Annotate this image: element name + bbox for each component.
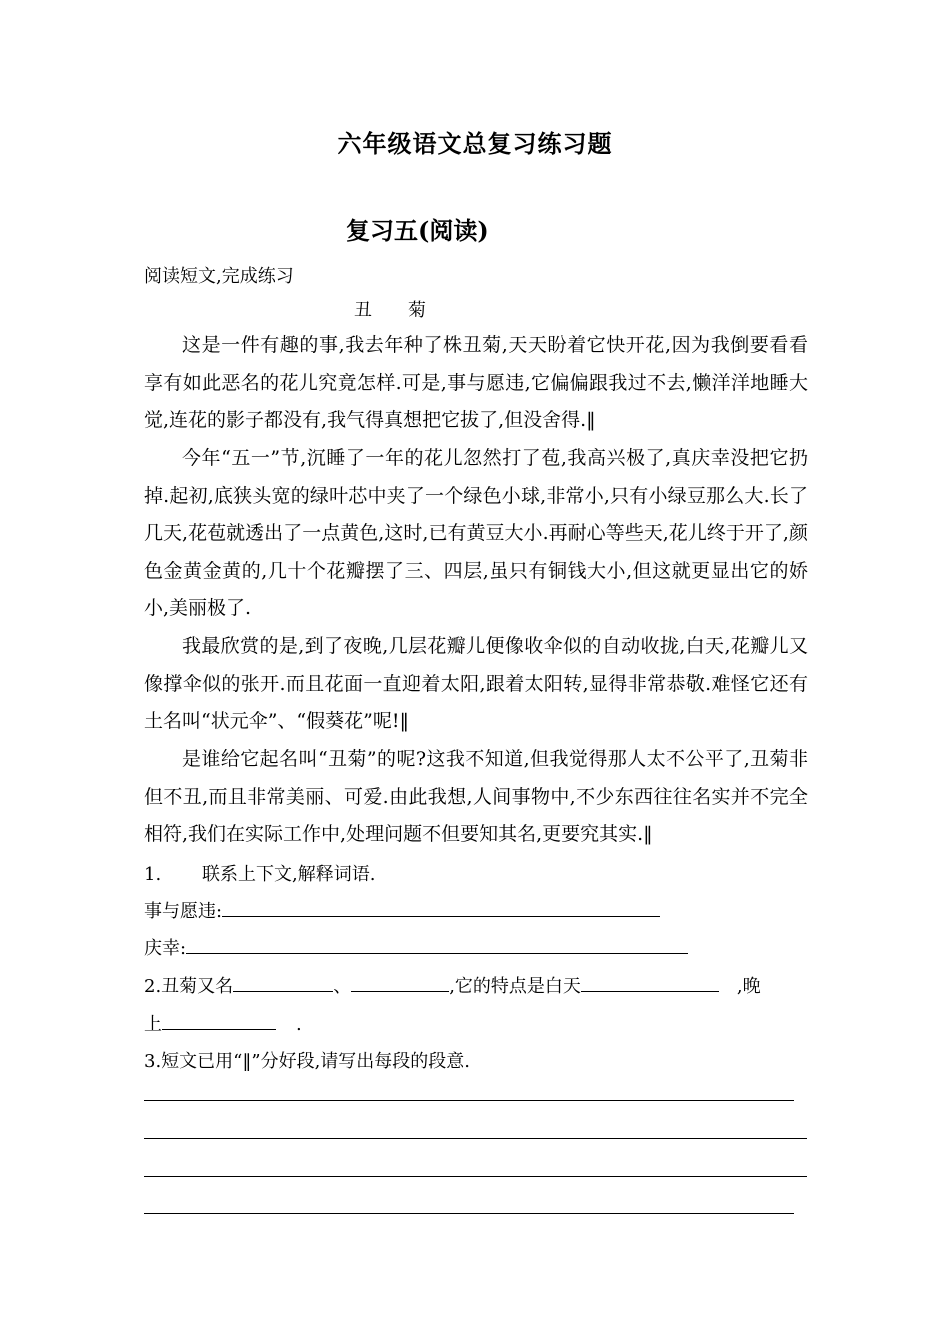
question-2-text: ,晚 [736,976,761,997]
term-label: 事与愿违: [144,901,223,922]
question-2-separator: 、 [333,976,352,997]
answer-blank[interactable] [162,1011,276,1030]
story-paragraph-1: 这是一件有趣的事,我去年种了株丑菊,天天盼着它快开花,因为我倒要看看享有如此恶名的花儿究竟怎样.可是,事与愿违,它偏偏跟我过不去,懒洋洋地睡大觉,连花的影子都没有,我气得真想把它拔了,但没舍得.‖ [144,334,808,432]
story-paragraph-4: 是谁给它起名叫“丑菊”的呢?这我不知道,但我觉得那人太不公平了,丑菊非但不丑,而且非常美丽、可爱.由此我想,人间事物中,不少东西往往名实并不完全相符,我们在实际工作中,处理问题不但要知其名,更要究其实.‖ [144,748,808,846]
answer-blank[interactable] [351,973,449,992]
question-2-text: 2.丑菊又名 [144,976,234,997]
question-1-text: 联系上下文,解释词语. [202,864,376,885]
story-paragraph-3: 我最欣赏的是,到了夜晚,几层花瓣儿便像收伞似的自动收拢,白天,花瓣儿又像撑伞似的张开.而且花面一直迎着太阳,跟着太阳转,显得非常恭敬.难怪它还有土名叫“状元伞”、“假葵花”呢!‖ [144,635,808,733]
story-paragraph-2: 今年“五一”节,沉睡了一年的花儿忽然打了苞,我高兴极了,真庆幸没把它扔掉.起初,底狭头宽的绿叶芯中夹了一个绿色小球,非常小,只有小绿豆那么大.长了几天,花苞就透出了一点黄色,这时,已有黄豆大小.再耐心等些天,花儿终于开了,颜色金黄金黄的,几十个花瓣摆了三、四层,虽只有铜钱大小,但这就更显出它的娇小,美丽极了. [144,447,808,620]
question-2-text: 上 [144,1014,162,1035]
answer-line[interactable] [144,1138,807,1139]
question-1-term-2 [144,934,688,960]
answer-blank[interactable] [233,973,333,992]
page-title: 六年级语文总复习练习题 [337,129,613,158]
story-title-char: 菊 [408,300,426,321]
answer-blank[interactable] [222,898,660,917]
answer-line[interactable] [144,1213,794,1214]
question-2-text: ,它的特点是白天 [449,976,581,997]
reading-instruction: 阅读短文,完成练习 [144,266,294,287]
question-1-number: 1. [144,864,162,885]
answer-line[interactable] [144,1100,794,1101]
story-title-char: 丑 [354,300,372,321]
question-1 [144,860,375,886]
answer-blank[interactable] [186,935,688,954]
question-3: 3.短文已用“‖”分好段,请写出每段的段意. [144,1051,471,1072]
answer-line[interactable] [144,1176,807,1177]
story-title [354,296,426,322]
question-2-continued [144,1010,302,1036]
question-2-end: . [296,1014,302,1035]
page-subtitle: 复习五(阅读) [346,216,489,245]
question-1-term-1 [144,897,660,923]
term-label: 庆幸: [144,938,187,959]
answer-blank[interactable] [581,973,719,992]
question-2 [144,972,761,998]
